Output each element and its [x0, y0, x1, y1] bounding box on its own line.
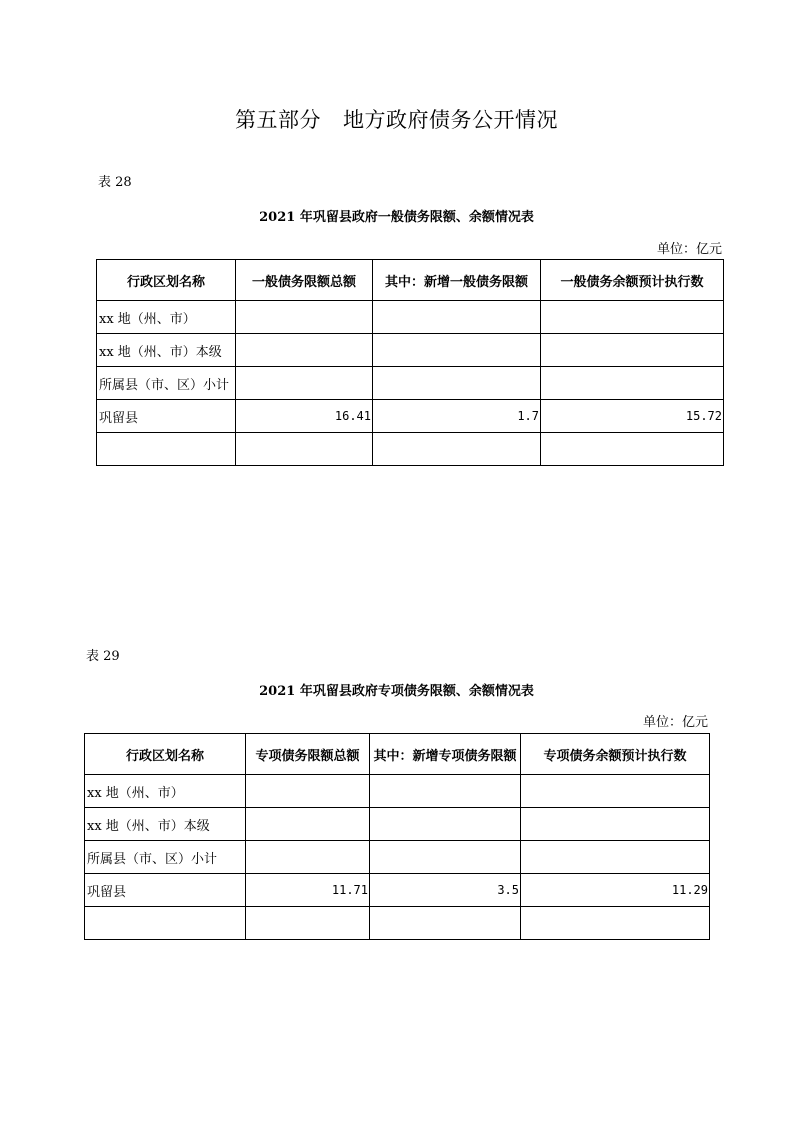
table29: [84, 733, 710, 940]
new-limit-cell: [370, 841, 521, 874]
table-row: [97, 400, 724, 433]
region-name-cell: xx 地（州、市）: [85, 775, 246, 808]
region-name-cell: xx 地（州、市）: [97, 301, 236, 334]
region-name-cell: xx 地（州、市）本级: [85, 808, 246, 841]
limit-total-cell: [236, 334, 373, 367]
new-limit-cell: [370, 907, 521, 940]
balance-cell: [521, 775, 710, 808]
new-limit-cell: [370, 808, 521, 841]
page-title-text: 地方政府债务公开情况: [343, 108, 558, 132]
table-row: [85, 808, 710, 841]
table28-header-cell: 其中：新增一般债务限额: [373, 260, 541, 301]
table29-unit: 单位：亿元: [642, 715, 708, 730]
new-limit-cell: [373, 433, 541, 466]
balance-cell: [521, 841, 710, 874]
region-name-cell: 所属县（市、区）小计: [97, 367, 236, 400]
limit-total-cell: [246, 808, 370, 841]
region-name-cell: [85, 907, 246, 940]
table-row: [85, 907, 710, 940]
region-name-cell: [97, 433, 236, 466]
table28-title: 2021 年巩留县政府一般债务限额、余额情况表: [259, 210, 534, 225]
table-row: [97, 334, 724, 367]
page-title-part: 第五部分: [235, 108, 321, 132]
limit-total-cell: [246, 841, 370, 874]
region-name-cell: 巩留县: [97, 400, 236, 433]
limit-total-cell: 16.41: [236, 400, 373, 433]
region-name-cell: 巩留县: [85, 874, 246, 907]
table28: [96, 259, 724, 466]
table29-header-cell: 专项债务余额预计执行数: [521, 734, 710, 775]
new-limit-cell: [373, 334, 541, 367]
balance-cell: [521, 808, 710, 841]
table29-header-cell: 行政区划名称: [85, 734, 246, 775]
table-row: [85, 775, 710, 808]
table29-label: 表 29: [86, 649, 120, 664]
balance-cell: [541, 334, 724, 367]
table28-header-cell: 一般债务余额预计执行数: [541, 260, 724, 301]
balance-cell: [541, 301, 724, 334]
limit-total-cell: [236, 301, 373, 334]
balance-cell: [541, 367, 724, 400]
page-title: [0, 104, 793, 134]
table29-header-cell: 专项债务限额总额: [246, 734, 370, 775]
table29-header-row: [85, 734, 710, 775]
table28-unit: 单位：亿元: [656, 242, 722, 257]
balance-cell: [541, 433, 724, 466]
table28-header-cell: 行政区划名称: [97, 260, 236, 301]
table-row: [97, 367, 724, 400]
limit-total-cell: [246, 907, 370, 940]
limit-total-cell: [246, 775, 370, 808]
new-limit-cell: [370, 775, 521, 808]
region-name-cell: xx 地（州、市）本级: [97, 334, 236, 367]
region-name-cell: 所属县（市、区）小计: [85, 841, 246, 874]
balance-cell: 15.72: [541, 400, 724, 433]
limit-total-cell: [236, 433, 373, 466]
table-row: [85, 874, 710, 907]
balance-cell: [521, 907, 710, 940]
new-limit-cell: 1.7: [373, 400, 541, 433]
limit-total-cell: 11.71: [246, 874, 370, 907]
table-row: [85, 841, 710, 874]
new-limit-cell: [373, 367, 541, 400]
table29-header-cell: 其中：新增专项债务限额: [370, 734, 521, 775]
table28-header-row: [97, 260, 724, 301]
new-limit-cell: [373, 301, 541, 334]
table-row: [97, 301, 724, 334]
table28-header-cell: 一般债务限额总额: [236, 260, 373, 301]
table28-label: 表 28: [98, 175, 132, 190]
table29-title: 2021 年巩留县政府专项债务限额、余额情况表: [259, 684, 534, 699]
limit-total-cell: [236, 367, 373, 400]
balance-cell: 11.29: [521, 874, 710, 907]
new-limit-cell: 3.5: [370, 874, 521, 907]
table-row: [97, 433, 724, 466]
